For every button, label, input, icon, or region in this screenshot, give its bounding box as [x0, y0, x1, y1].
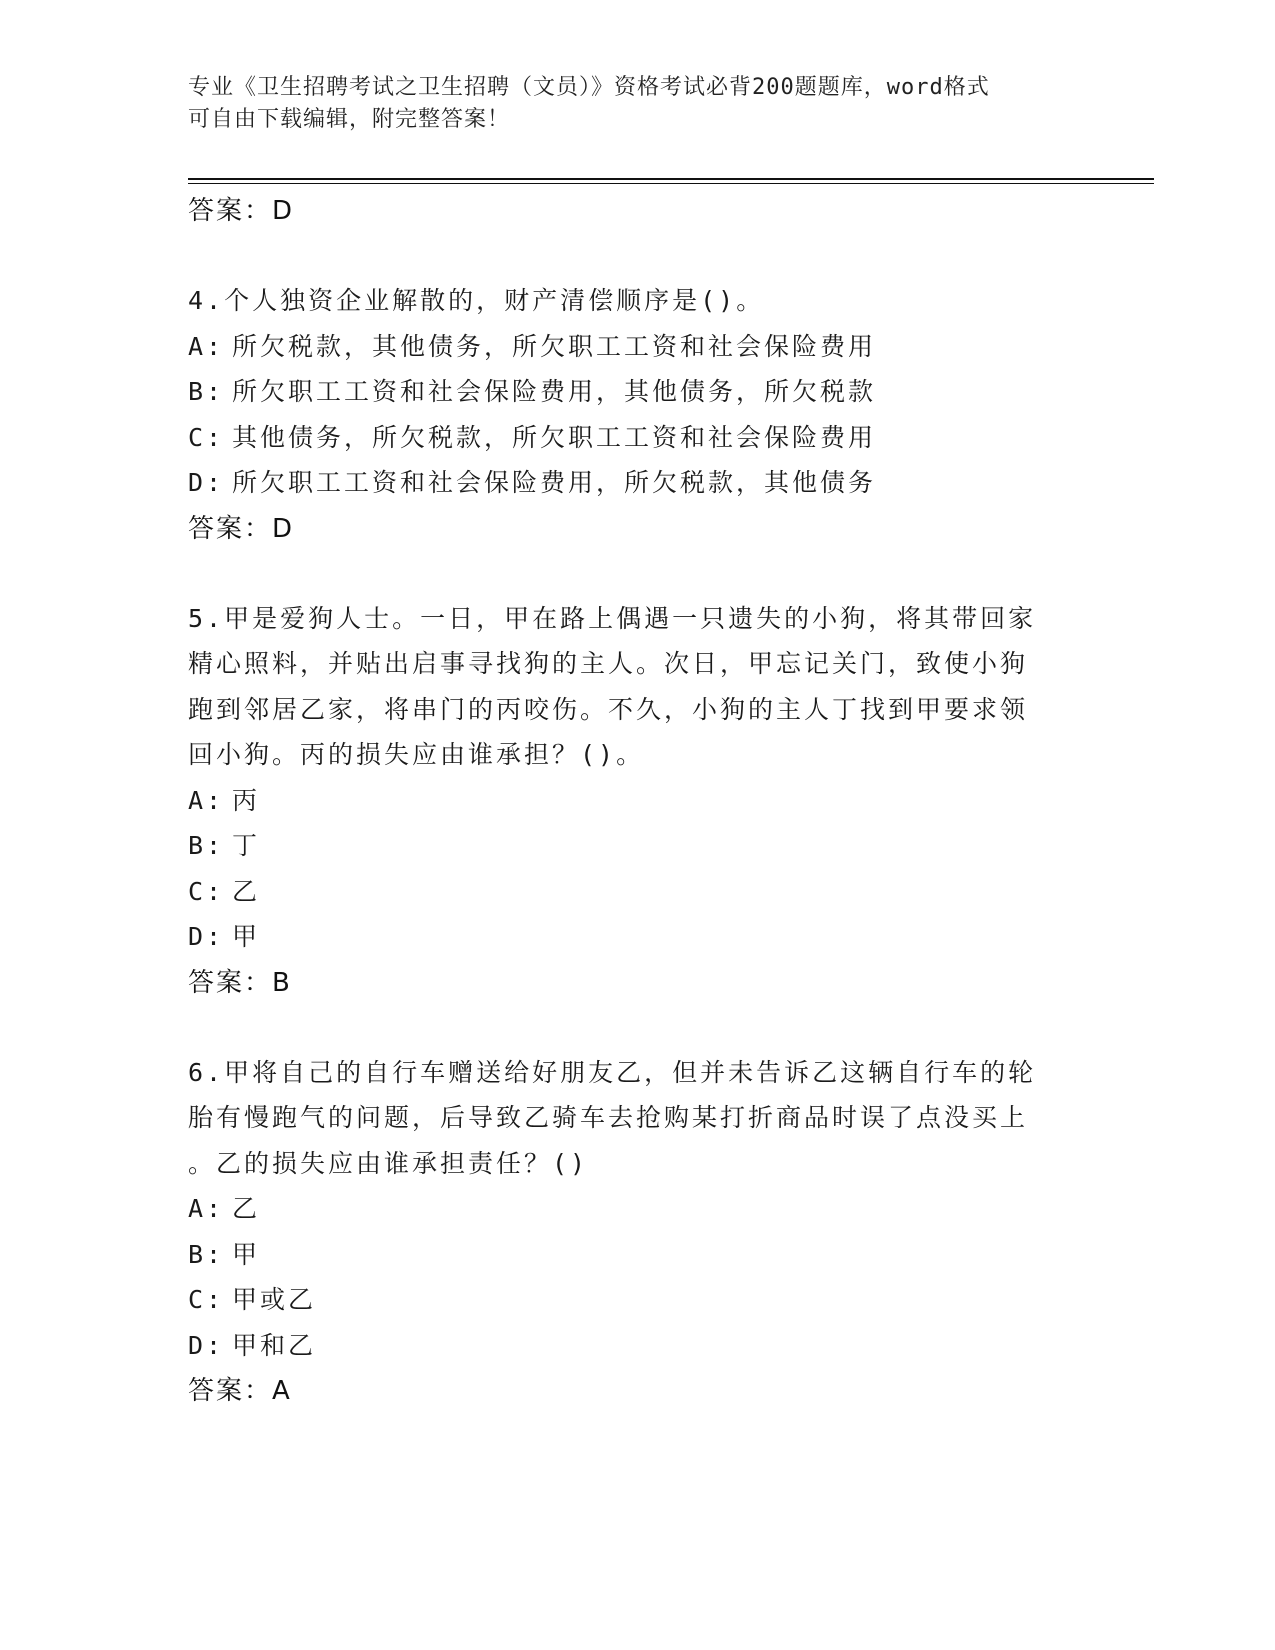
- question-6: [188, 1050, 1068, 1415]
- answer-line: 答案：A: [188, 1376, 292, 1406]
- option-text: 所欠职工工资和社会保险费用，其他债务，所欠税款: [232, 377, 877, 406]
- option-text: 甲: [232, 922, 261, 951]
- answer-line: 答案：D: [188, 513, 295, 544]
- option-text: 所欠职工工资和社会保险费用，所欠税款，其他债务: [232, 468, 877, 497]
- option-key: D:: [188, 468, 225, 497]
- option-key: D:: [188, 922, 225, 951]
- question-5: [188, 596, 1068, 1006]
- option-key: A:: [188, 785, 225, 815]
- option-text: 乙: [232, 1194, 261, 1223]
- option-text: 甲或乙: [232, 1285, 317, 1314]
- option-c: [188, 1277, 1068, 1323]
- option-text: 乙: [232, 876, 261, 906]
- option-a: [188, 1186, 1068, 1232]
- option-key: D:: [188, 1330, 225, 1360]
- question-stem: [188, 596, 1068, 778]
- header-line-1: 专业《卫生招聘考试之卫生招聘（文员）》资格考试必背200题题库，word格式: [188, 75, 990, 100]
- answer-line: 答案：B: [188, 967, 292, 998]
- option-d: [188, 460, 1068, 506]
- option-key: C:: [188, 422, 225, 452]
- option-key: A:: [188, 331, 225, 361]
- header-divider: [188, 178, 1154, 184]
- option-a: [188, 324, 1068, 370]
- previous-answer: 答案：D: [188, 196, 295, 226]
- option-d: [188, 914, 1068, 960]
- option-text: 所欠税款，其他债务，所欠职工工资和社会保险费用: [232, 331, 877, 361]
- stem-line: 4.个人独资企业解散的，财产清偿顺序是()。: [188, 286, 765, 315]
- option-key: A:: [188, 1194, 225, 1223]
- option-key: B:: [188, 377, 225, 406]
- option-key: B:: [188, 831, 225, 860]
- option-b: [188, 1232, 1068, 1278]
- stem-line: 5.甲是爱狗人士。一日，甲在路上偶遇一只遗失的小狗，将其带回家: [188, 603, 1037, 633]
- option-text: 甲和乙: [232, 1330, 317, 1360]
- option-text: 其他债务，所欠税款，所欠职工工资和社会保险费用: [232, 422, 877, 452]
- option-c: [188, 869, 1068, 915]
- option-a: [188, 778, 1068, 824]
- page-header: [188, 72, 1068, 136]
- question-stem: [188, 278, 1068, 324]
- option-key: B:: [188, 1239, 225, 1269]
- option-text: 甲: [232, 1239, 261, 1269]
- stem-line: 回小狗。丙的损失应由谁承担？()。: [188, 740, 645, 769]
- option-d: [188, 1323, 1068, 1369]
- option-key: C:: [188, 1285, 225, 1314]
- option-text: 丙: [232, 785, 261, 815]
- stem-line: 精心照料，并贴出启事寻找狗的主人。次日，甲忘记关门，致使小狗: [188, 649, 1029, 678]
- option-b: [188, 369, 1068, 415]
- stem-line: 。乙的损失应由谁承担责任？(): [188, 1148, 589, 1178]
- option-key: C:: [188, 876, 225, 906]
- document-body: [188, 188, 1068, 1414]
- option-c: [188, 415, 1068, 461]
- header-line-2: 可自由下载编辑，附完整答案！: [188, 107, 511, 132]
- stem-line: 胎有慢跑气的问题，后导致乙骑车去抢购某打折商品时误了点没买上: [188, 1103, 1029, 1132]
- question-stem: [188, 1050, 1068, 1187]
- question-4: [188, 278, 1068, 552]
- option-b: [188, 823, 1068, 869]
- option-text: 丁: [232, 831, 261, 860]
- stem-line: 6.甲将自己的自行车赠送给好朋友乙，但并未告诉乙这辆自行车的轮: [188, 1057, 1037, 1087]
- stem-line: 跑到邻居乙家，将串门的丙咬伤。不久，小狗的主人丁找到甲要求领: [188, 694, 1029, 724]
